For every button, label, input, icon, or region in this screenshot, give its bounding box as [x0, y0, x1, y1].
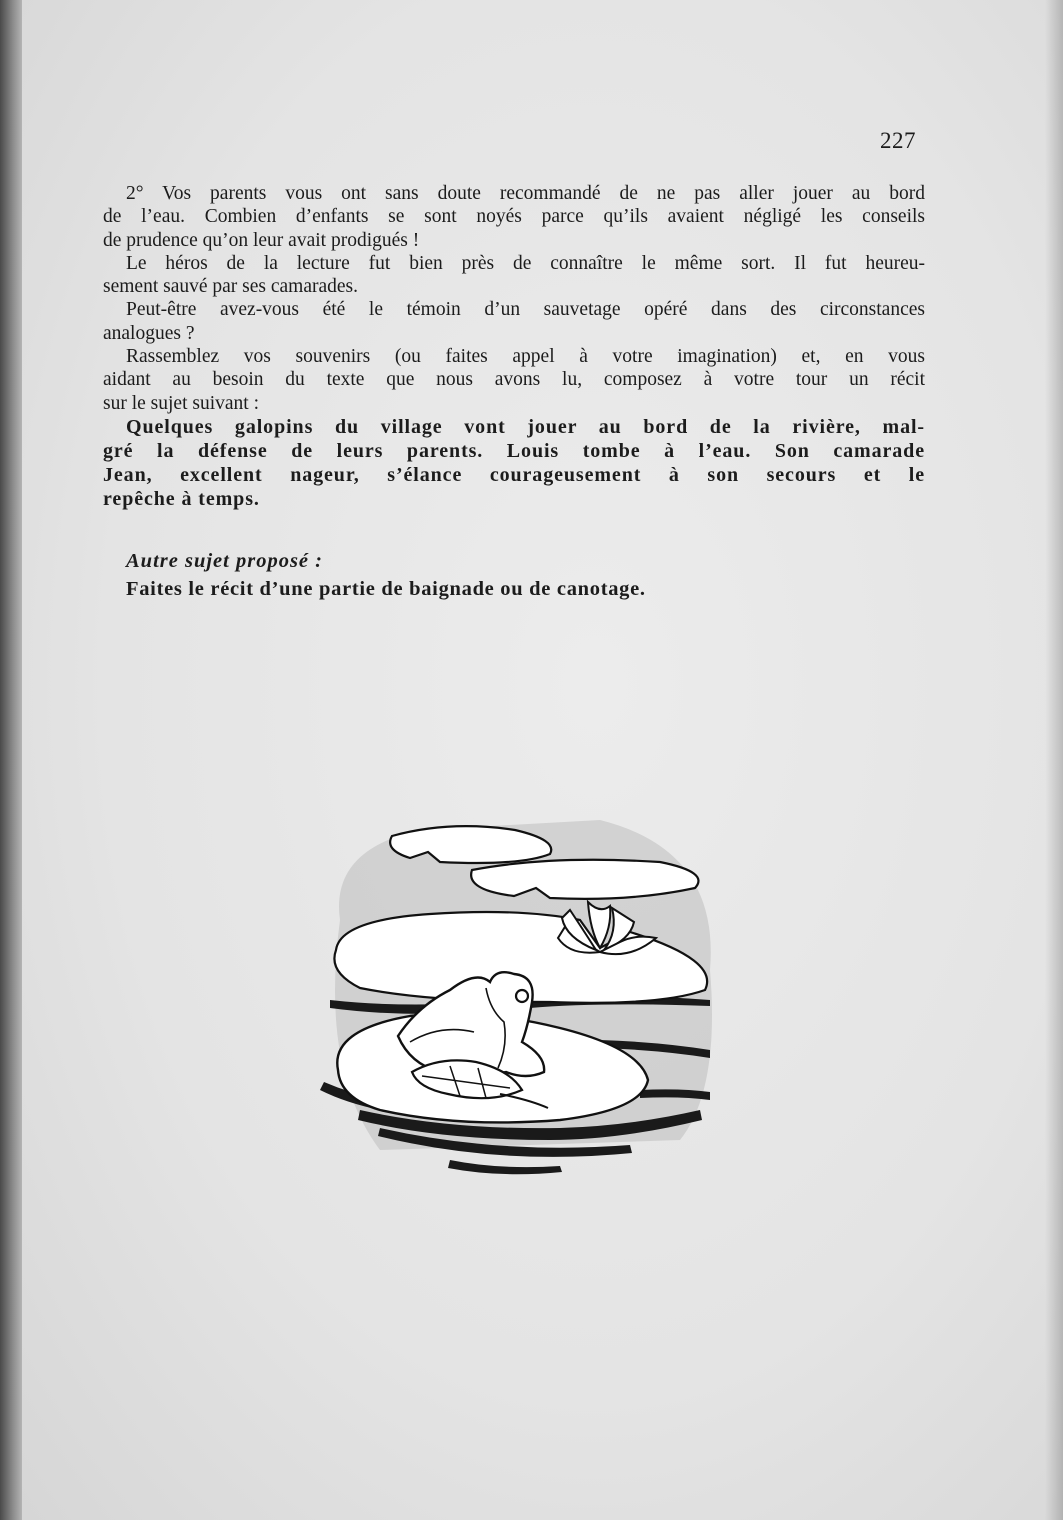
assignment-line: repêche à temps. [103, 487, 260, 510]
frog-on-lily-pads-illustration [300, 810, 740, 1190]
frog-eye-icon [516, 990, 528, 1002]
other-subject-text: Faites le récit d’une partie de baignade ou de canotage. [126, 578, 646, 600]
lily-pad [471, 860, 698, 899]
page-number: 227 [880, 128, 916, 153]
paragraph-line: sement sauvé par ses camarades. [103, 276, 359, 298]
assignment-line: gré la défense de leurs parents. Louis tombe à l’eau. Son camarade [103, 439, 925, 462]
paragraph-line: Peut-être avez-vous été le témoin d’un sauvetage opéré dans des circonstances [126, 299, 925, 321]
assignment-line: Jean, excellent nageur, s’élance courageusement à son secours et le [103, 463, 925, 486]
other-subject-label: Autre sujet proposé : [126, 550, 323, 572]
assignment-subject [103, 415, 925, 511]
paragraph-line: Rassemblez vos souvenirs (ou faites appel à votre imagination) et, en vous [126, 346, 925, 368]
paragraph-line: de prudence qu’on leur avait prodigués ! [103, 229, 420, 251]
page-edge-shadow [1045, 0, 1063, 1520]
paragraph-line: 2° Vos parents vous ont sans doute recommandé de ne pas aller jouer au bord [126, 183, 925, 204]
assignment-line: Quelques galopins du village vont jouer au bord de la rivière, mal- [126, 415, 925, 438]
exercise-text [103, 182, 925, 511]
paragraph-line: Le héros de la lecture fut bien près de connaître le même sort. Il fut heureu- [126, 252, 925, 274]
paragraph-line: analogues ? [103, 322, 195, 344]
paragraph-line: de l’eau. Combien d’enfants se sont noyés parce qu’ils avaient négligé les conseils [103, 206, 925, 228]
paragraph-line: aidant au besoin du texte que nous avons lu, composez à votre tour un récit [103, 369, 925, 391]
paragraph-line: sur le sujet suivant : [103, 392, 259, 414]
